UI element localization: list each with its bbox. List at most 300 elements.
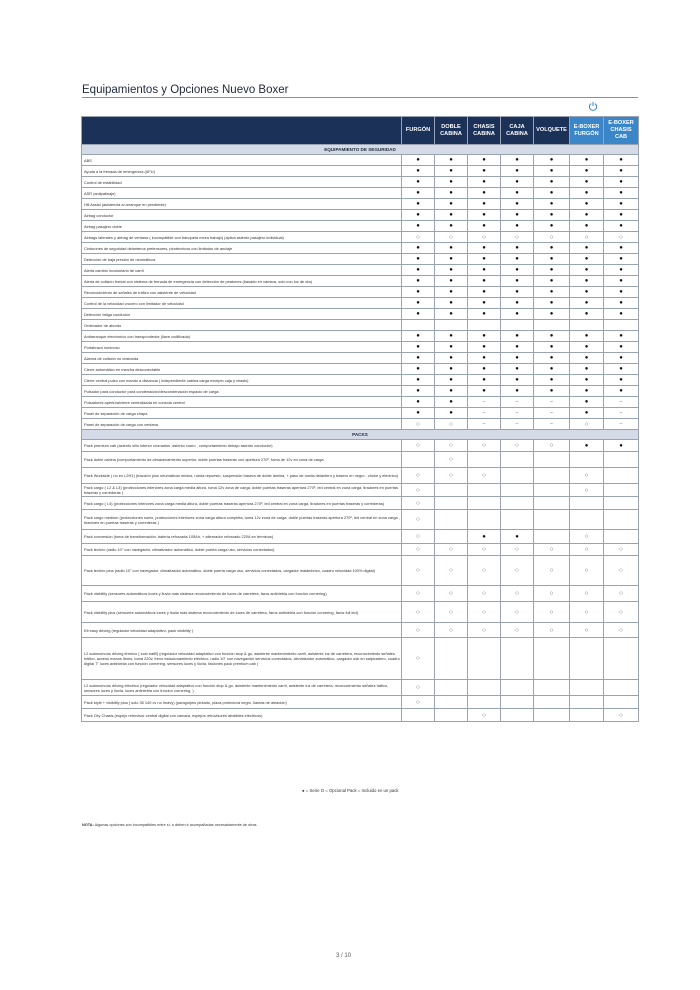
availability-cell: ● [501, 530, 534, 544]
availability-cell: ○ [570, 419, 604, 430]
availability-cell: ● [570, 210, 604, 221]
availability-cell [501, 468, 534, 484]
table-row [82, 497, 639, 510]
availability-cell: ● [402, 276, 435, 287]
row-label: Pack premium cab (asiento sillo interior cromados ,asiento cuero , comportamiento debajo asiento conductor) [82, 440, 402, 452]
availability-cell: ● [534, 199, 570, 210]
availability-cell: ● [604, 199, 639, 210]
availability-cell: ● [402, 243, 435, 254]
table-row [82, 265, 639, 276]
row-label: Portabrazo luminoso [82, 342, 402, 353]
availability-cell [402, 320, 435, 331]
table-row [82, 544, 639, 556]
availability-cell [534, 696, 570, 709]
table-row [82, 408, 639, 419]
availability-cell: ● [402, 342, 435, 353]
availability-cell: ● [402, 221, 435, 232]
availability-cell: ● [435, 210, 468, 221]
row-label: Pulsador para conductor para condenación/descondenación espacio de carga [82, 386, 402, 397]
table-row [82, 243, 639, 254]
page-title: Equipamientos y Opciones Nuevo Boxer [82, 84, 289, 96]
availability-cell [468, 680, 501, 696]
row-label: Pack techno plus (radio 10" con navegador, climatizador automático, doble puerta carga uso, servicios conectados, cargador inalámbrico, cuadro velocidad 100% digital) [82, 556, 402, 586]
availability-cell: ● [570, 397, 604, 408]
availability-cell: ● [435, 188, 468, 199]
availability-cell: ○ [402, 544, 435, 556]
availability-cell [534, 709, 570, 722]
availability-cell [435, 638, 468, 680]
power-icon[interactable] [588, 101, 598, 111]
header-blank-cell [82, 117, 402, 145]
availability-cell: ● [435, 199, 468, 210]
availability-cell [468, 484, 501, 497]
availability-cell: ● [468, 342, 501, 353]
row-label: Alarma de colisión no obstruida [82, 353, 402, 364]
availability-cell [501, 452, 534, 468]
availability-cell: ○ [534, 586, 570, 602]
availability-cell: – [501, 419, 534, 430]
availability-cell: ○ [604, 232, 639, 243]
availability-cell: ● [435, 221, 468, 232]
availability-cell: – [534, 419, 570, 430]
availability-cell: ● [570, 188, 604, 199]
row-label: Airbag pasajero doble [82, 221, 402, 232]
availability-cell: ● [435, 287, 468, 298]
availability-cell: ● [570, 166, 604, 177]
availability-cell [604, 484, 639, 497]
availability-cell: ● [604, 364, 639, 375]
col-header-volquete: VOLQUETE [534, 117, 570, 145]
availability-cell [570, 680, 604, 696]
availability-cell: ○ [570, 468, 604, 484]
table-row [82, 232, 639, 243]
table-row [82, 155, 639, 166]
availability-cell: – [604, 397, 639, 408]
availability-cell: ● [534, 210, 570, 221]
table-row [82, 342, 639, 353]
availability-cell [534, 530, 570, 544]
availability-cell: ● [501, 386, 534, 397]
availability-cell [604, 320, 639, 331]
availability-cell: ● [570, 276, 604, 287]
table-row [82, 602, 639, 623]
row-label: Cierre central pulso con mando a distancia ( independiente cabina carga excepto caja y chasis) [82, 375, 402, 386]
availability-cell: ● [534, 298, 570, 309]
availability-cell: ● [435, 177, 468, 188]
availability-cell: ● [534, 364, 570, 375]
availability-cell [534, 452, 570, 468]
availability-cell: ○ [501, 586, 534, 602]
availability-cell: ● [604, 276, 639, 287]
availability-cell: ○ [435, 556, 468, 586]
availability-cell: ● [468, 386, 501, 397]
availability-cell: ● [501, 375, 534, 386]
availability-cell: – [468, 397, 501, 408]
availability-cell: ○ [604, 623, 639, 638]
availability-cell: ● [534, 243, 570, 254]
equipment-table [81, 116, 639, 722]
table-row [82, 221, 639, 232]
availability-cell: ○ [468, 602, 501, 623]
availability-cell: ○ [501, 440, 534, 452]
availability-cell: ● [570, 243, 604, 254]
availability-cell: ● [402, 298, 435, 309]
availability-cell: ○ [570, 544, 604, 556]
table-row [82, 440, 639, 452]
availability-cell: ● [604, 166, 639, 177]
availability-cell: ● [534, 177, 570, 188]
availability-cell: ○ [570, 586, 604, 602]
availability-cell: ● [402, 166, 435, 177]
availability-cell [570, 510, 604, 530]
availability-cell: ● [604, 375, 639, 386]
row-label: Pulsadores apertura/cierre centralizada en consola central [82, 397, 402, 408]
availability-cell: ● [402, 364, 435, 375]
availability-cell: ● [435, 254, 468, 265]
availability-cell: ● [534, 375, 570, 386]
availability-cell [570, 320, 604, 331]
availability-cell: ● [435, 276, 468, 287]
availability-cell: ○ [570, 556, 604, 586]
availability-cell: ● [604, 298, 639, 309]
row-label: Pack style + visibility plus ( solo 35 140 cv no heavy) (paragolpes pintado, placa protectora negro ,llantas de aleación) [82, 696, 402, 709]
section-header-row [82, 430, 639, 440]
availability-cell: ● [468, 309, 501, 320]
availability-cell: ○ [468, 709, 501, 722]
availability-cell: ● [402, 188, 435, 199]
availability-cell: ○ [604, 602, 639, 623]
availability-cell: ● [402, 177, 435, 188]
availability-cell: ● [501, 331, 534, 342]
availability-cell: ● [570, 265, 604, 276]
availability-cell [501, 680, 534, 696]
table-row [82, 287, 639, 298]
availability-cell: ● [402, 309, 435, 320]
row-label: Pack visibility plus (sensores automáticos luces y lluvia más sistema reconocimiento de luces de carretera, faros antiniebla con función cornering, faros full led) [82, 602, 402, 623]
row-label: Pack cargo ( L4) (protecciones interiores zona carga media altura, doble puertas traseras apertura 270º, led central en zona carga, tiradores en puertas traseras y correderas) [82, 497, 402, 510]
availability-cell: ○ [534, 556, 570, 586]
row-label: Ordenador de abordo [82, 320, 402, 331]
row-label: Cierre automático en marcha desconectable [82, 364, 402, 375]
col-header-chasis-cabina: CHASIS CABINA [468, 117, 501, 145]
availability-cell: ● [570, 386, 604, 397]
section-title: PACKS [82, 430, 639, 440]
availability-cell [604, 452, 639, 468]
availability-cell: ○ [468, 556, 501, 586]
availability-cell: ● [468, 530, 501, 544]
availability-cell: ● [501, 287, 534, 298]
availability-cell: ○ [501, 602, 534, 623]
availability-cell: ○ [402, 510, 435, 530]
availability-cell: ● [402, 353, 435, 364]
table-row [82, 298, 639, 309]
table-row [82, 484, 639, 497]
row-label: Control de estabilidad [82, 177, 402, 188]
title-divider [82, 97, 638, 98]
availability-cell: ● [402, 265, 435, 276]
availability-cell: ○ [534, 623, 570, 638]
availability-cell: ● [501, 254, 534, 265]
note-label: NOTA: [82, 823, 94, 827]
availability-cell [570, 497, 604, 510]
availability-cell: ○ [435, 440, 468, 452]
availability-cell: ● [402, 375, 435, 386]
availability-cell [435, 497, 468, 510]
availability-cell: ● [468, 243, 501, 254]
table-row [82, 419, 639, 430]
availability-cell: ○ [402, 586, 435, 602]
availability-cell [435, 696, 468, 709]
availability-cell: ● [501, 188, 534, 199]
availability-cell: ● [402, 254, 435, 265]
availability-cell: ○ [534, 440, 570, 452]
availability-cell: ● [501, 342, 534, 353]
availability-cell: ● [501, 221, 534, 232]
row-label: Detección de baja presión de neumáticos [82, 254, 402, 265]
row-label: Airbag conductor [82, 210, 402, 221]
availability-cell: ○ [468, 232, 501, 243]
col-header-furgon: FURGÓN [402, 117, 435, 145]
table-row [82, 309, 639, 320]
availability-cell: ● [570, 199, 604, 210]
availability-cell: ● [435, 353, 468, 364]
availability-cell [468, 696, 501, 709]
row-label: Pack City Chasis (espejo retrovisor central digital con cámara, espejos retrovisores abatibles eléctricos) [82, 709, 402, 722]
availability-cell: – [468, 419, 501, 430]
row-label: Pack cargo ( L2 & L3) (protecciones interiores zona carga media altura, toma 12v zona de carga, doble puertas traseras apertura 270º, led central en zona carga, tiradores en puertas traseras y correderas ) [82, 484, 402, 497]
table-row [82, 696, 639, 709]
availability-cell: ● [435, 155, 468, 166]
availability-cell: ● [534, 166, 570, 177]
availability-cell [501, 320, 534, 331]
row-label: Pack doble cabina (comportamiento de almacenamiento superior, doble puertas traseras con apertura 270º, toma de 12v en zona de carga [82, 452, 402, 468]
availability-cell: ● [534, 342, 570, 353]
availability-cell: ○ [604, 586, 639, 602]
availability-cell: ● [435, 386, 468, 397]
availability-cell: ● [468, 188, 501, 199]
availability-cell: ● [570, 408, 604, 419]
table-row [82, 320, 639, 331]
availability-cell: ● [604, 353, 639, 364]
table-row [82, 177, 639, 188]
availability-cell: ● [604, 221, 639, 232]
availability-cell [468, 452, 501, 468]
availability-cell: ● [570, 331, 604, 342]
table-row [82, 556, 639, 586]
availability-cell: ● [604, 254, 639, 265]
availability-cell: ● [534, 265, 570, 276]
availability-cell [501, 510, 534, 530]
table-row [82, 276, 639, 287]
availability-cell: ● [402, 397, 435, 408]
availability-cell: ○ [501, 232, 534, 243]
availability-cell: ○ [570, 623, 604, 638]
availability-cell: ● [604, 155, 639, 166]
availability-cell: ● [534, 353, 570, 364]
availability-cell: ● [604, 243, 639, 254]
table-row [82, 709, 639, 722]
availability-cell: ● [604, 287, 639, 298]
availability-cell: ● [402, 386, 435, 397]
availability-cell: ● [435, 243, 468, 254]
row-label: Pack conversion (toma de transformación, batería reforzada 105Ah, + alternador reforzado 220A en términos) [82, 530, 402, 544]
availability-cell [604, 468, 639, 484]
availability-cell [570, 696, 604, 709]
row-label: L2 autonomous driving térmico ( solo eatB) (regulador velocidad adaptativo con función stop & go, asistente mantenimiento carril, asistente luz de carretera, reconocimiento señales tráfico, acceso manos libres, toma 220v, freno estacionamiento eléctrico, radio 10" con navegación servicios conectados, climatizador automático, cargador usb en salpicadero, cuadro digital 7" luces antiniebla con función cornering, sensores luces y lluvia, faldones pack premium cab ) [82, 638, 402, 680]
availability-cell: ● [402, 408, 435, 419]
availability-cell: ○ [402, 484, 435, 497]
availability-cell: ○ [435, 232, 468, 243]
availability-cell: ● [501, 265, 534, 276]
row-label: Alerta de colisión frontal con sistema de frenada de emergencia con detección de peatones (basado en cámara, solo con luz de día) [82, 276, 402, 287]
availability-cell: ● [435, 397, 468, 408]
availability-cell: ● [468, 177, 501, 188]
availability-cell: ● [501, 364, 534, 375]
availability-cell: ● [435, 408, 468, 419]
table-row [82, 510, 639, 530]
table-row [82, 468, 639, 484]
availability-cell: ● [435, 166, 468, 177]
availability-cell: ○ [604, 709, 639, 722]
availability-cell: ● [501, 309, 534, 320]
availability-cell: ● [570, 440, 604, 452]
availability-cell: ○ [604, 544, 639, 556]
availability-cell [534, 638, 570, 680]
availability-cell: ● [435, 342, 468, 353]
table-row [82, 254, 639, 265]
availability-cell [570, 709, 604, 722]
availability-cell: ● [468, 298, 501, 309]
availability-cell [435, 320, 468, 331]
availability-cell [468, 497, 501, 510]
availability-cell: ● [604, 440, 639, 452]
row-label: Pack techno (radio 10" con navegador, climatizador automático, doble puerta carga uso, servicios conectados) [82, 544, 402, 556]
table-row [82, 530, 639, 544]
availability-cell [534, 680, 570, 696]
availability-cell: ○ [402, 497, 435, 510]
availability-cell: – [501, 408, 534, 419]
availability-cell: ● [501, 210, 534, 221]
availability-cell: ● [468, 287, 501, 298]
section-header-row [82, 145, 639, 155]
row-label: Reconocimiento de señales de tráfico con asistente de velocidad [82, 287, 402, 298]
availability-cell: ● [604, 177, 639, 188]
availability-cell [604, 530, 639, 544]
availability-cell: ○ [534, 544, 570, 556]
availability-cell: ○ [570, 232, 604, 243]
availability-cell [435, 680, 468, 696]
availability-cell: ● [501, 166, 534, 177]
availability-cell: ○ [402, 556, 435, 586]
availability-cell: ● [604, 331, 639, 342]
table-row [82, 452, 639, 468]
availability-cell: ● [604, 309, 639, 320]
row-label: Control de la velocidad crucero con limitador de velocidad [82, 298, 402, 309]
availability-cell: ○ [402, 623, 435, 638]
availability-cell: ● [501, 199, 534, 210]
table-row [82, 397, 639, 408]
availability-cell: ● [435, 331, 468, 342]
availability-cell: ● [534, 254, 570, 265]
availability-cell: ● [501, 243, 534, 254]
availability-cell [604, 497, 639, 510]
table-row [82, 188, 639, 199]
availability-cell: – [604, 419, 639, 430]
row-label: Pack cargo medium (protecciones suelo, protecciones interiores zona carga altura completa, toma 12v zona de carga, doble puertas traseras apertura 270º, led central en zona carga , tiradores en puertas traseras y correderas ) [82, 510, 402, 530]
availability-cell: ● [468, 210, 501, 221]
availability-cell: ● [534, 155, 570, 166]
section-title: EQUIPAMIENTO DE SEGURIDAD [82, 145, 639, 155]
availability-cell: ● [402, 199, 435, 210]
availability-cell [468, 320, 501, 331]
availability-cell: ● [570, 298, 604, 309]
availability-cell: ○ [534, 232, 570, 243]
availability-cell: ● [604, 188, 639, 199]
availability-cell: ○ [435, 602, 468, 623]
table-row [82, 353, 639, 364]
availability-cell [501, 638, 534, 680]
column-header-row [82, 117, 639, 145]
availability-cell: ○ [402, 696, 435, 709]
note [82, 823, 257, 827]
availability-cell: ● [468, 155, 501, 166]
availability-cell: ○ [501, 556, 534, 586]
availability-cell: ● [468, 353, 501, 364]
availability-cell: ● [468, 375, 501, 386]
table-row [82, 375, 639, 386]
availability-cell: – [501, 397, 534, 408]
availability-cell: ● [534, 276, 570, 287]
availability-cell: ○ [570, 530, 604, 544]
availability-cell: ○ [468, 544, 501, 556]
row-label: Panel de separación de carga chapa [82, 408, 402, 419]
availability-cell [501, 484, 534, 497]
availability-cell: ○ [402, 419, 435, 430]
table-row [82, 199, 639, 210]
availability-cell [435, 510, 468, 530]
availability-cell [501, 709, 534, 722]
availability-cell [501, 497, 534, 510]
availability-cell: ● [501, 298, 534, 309]
availability-cell: ● [402, 155, 435, 166]
availability-cell [534, 320, 570, 331]
availability-cell: ● [534, 386, 570, 397]
availability-cell [604, 638, 639, 680]
availability-cell: ○ [501, 623, 534, 638]
note-text: Algunas opciones son incompatibles entre sí, o deben ir acompañadas necesariamente de otras [94, 823, 257, 827]
availability-cell: ○ [402, 680, 435, 696]
availability-cell: ● [468, 254, 501, 265]
row-label: Hill Assist (asistencia al arranque en pendiente) [82, 199, 402, 210]
row-label: Antiarranque electrónico con transpondedor (llave codificada) [82, 331, 402, 342]
availability-cell: ○ [402, 638, 435, 680]
availability-cell: ● [501, 155, 534, 166]
availability-cell [468, 510, 501, 530]
availability-cell: ● [604, 265, 639, 276]
availability-cell: ● [402, 210, 435, 221]
table-row [82, 680, 639, 696]
availability-cell: – [534, 397, 570, 408]
availability-cell: ● [570, 364, 604, 375]
row-label: L2 autonomous driving eléctrico (regulador velocidad adaptativo con función stop & go, asistente mantenimiento carril, asistente luz de carretera, reconocimiento señales tráfico, sensores luces y lluvia, luces antiniebla con función cornering, ) [82, 680, 402, 696]
availability-cell: ● [402, 331, 435, 342]
availability-cell: ● [402, 287, 435, 298]
availability-cell: ● [435, 375, 468, 386]
availability-cell [435, 484, 468, 497]
availability-cell: ● [604, 342, 639, 353]
availability-cell: ● [435, 265, 468, 276]
availability-cell [604, 510, 639, 530]
